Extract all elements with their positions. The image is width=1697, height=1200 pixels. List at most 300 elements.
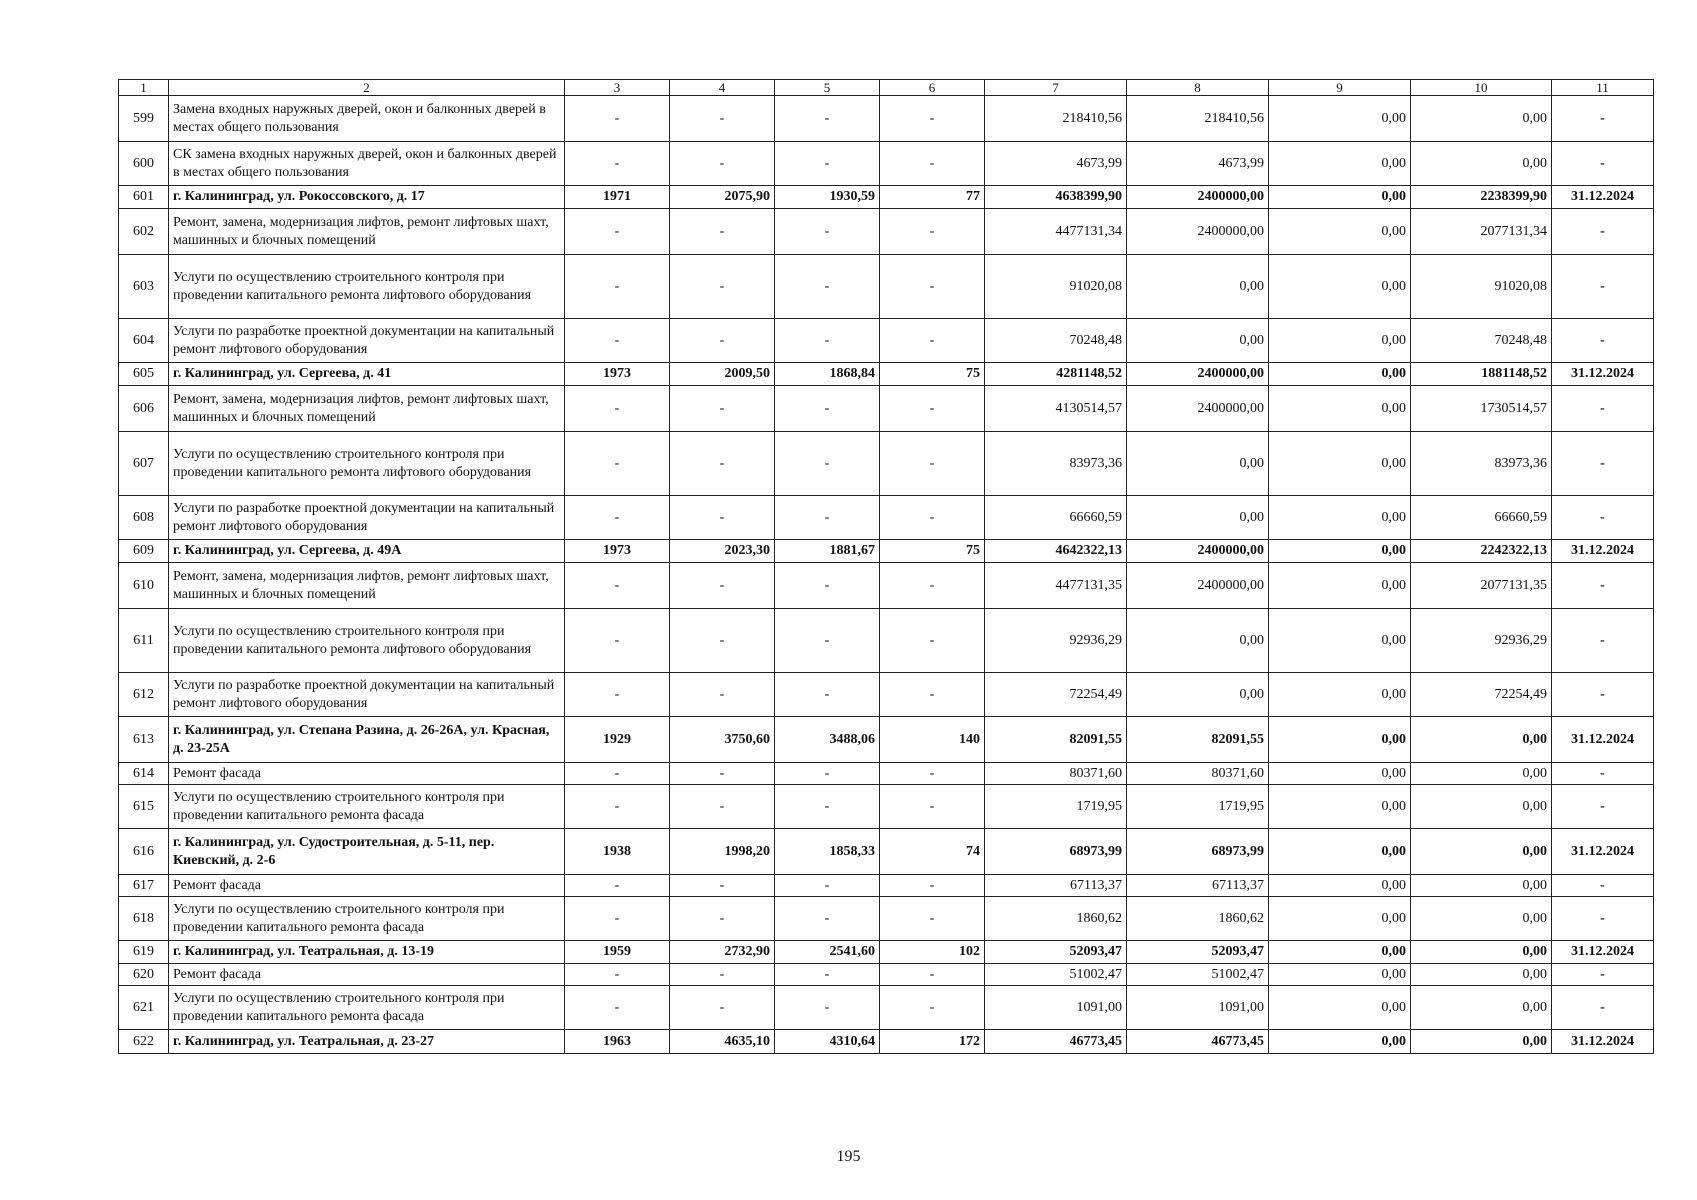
table-row-work: [119, 785, 1654, 829]
total-cost-cell: 4638399,90: [985, 186, 1127, 209]
owners-amount-cell: 83973,36: [1411, 432, 1552, 496]
owners-amount-cell: 0,00: [1411, 875, 1552, 897]
completion-date-cell: 31.12.2024: [1552, 829, 1654, 875]
total-area-cell: -: [670, 964, 775, 986]
living-area-cell: -: [775, 432, 880, 496]
table-body: [119, 80, 1654, 1054]
owners-amount-cell: 0,00: [1411, 785, 1552, 829]
column-header: 10: [1411, 80, 1552, 96]
budget-amount-cell: 0,00: [1269, 540, 1411, 563]
total-area-cell: -: [670, 496, 775, 540]
object-name-cell: г. Калининград, ул. Сергеева, д. 49А: [169, 540, 565, 563]
row-number-cell: 601: [119, 186, 169, 209]
build-year-cell: -: [565, 386, 670, 432]
budget-amount-cell: 0,00: [1269, 96, 1411, 142]
budget-amount-cell: 0,00: [1269, 386, 1411, 432]
row-number-cell: 617: [119, 875, 169, 897]
build-year-cell: -: [565, 432, 670, 496]
living-area-cell: -: [775, 609, 880, 673]
owners-amount-cell: 0,00: [1411, 941, 1552, 964]
table-row-work: [119, 209, 1654, 255]
budget-amount-cell: 0,00: [1269, 363, 1411, 386]
residents-count-cell: -: [880, 609, 985, 673]
budget-amount-cell: 0,00: [1269, 1030, 1411, 1054]
total-area-cell: -: [670, 986, 775, 1030]
column-header: 7: [985, 80, 1127, 96]
build-year-cell: 1929: [565, 717, 670, 763]
completion-date-cell: 31.12.2024: [1552, 717, 1654, 763]
living-area-cell: -: [775, 563, 880, 609]
living-area-cell: -: [775, 763, 880, 785]
residents-count-cell: -: [880, 319, 985, 363]
total-area-cell: -: [670, 255, 775, 319]
build-year-cell: -: [565, 96, 670, 142]
fund-amount-cell: 82091,55: [1127, 717, 1269, 763]
total-cost-cell: 4642322,13: [985, 540, 1127, 563]
total-area-cell: -: [670, 897, 775, 941]
object-name-cell: Услуги по осуществлению строительного контроля при проведении капитального ремонта лифтового оборудования: [169, 609, 565, 673]
fund-amount-cell: 0,00: [1127, 255, 1269, 319]
total-cost-cell: 4477131,34: [985, 209, 1127, 255]
row-number-cell: 622: [119, 1030, 169, 1054]
build-year-cell: 1963: [565, 1030, 670, 1054]
completion-date-cell: -: [1552, 386, 1654, 432]
total-cost-cell: 4130514,57: [985, 386, 1127, 432]
fund-amount-cell: 0,00: [1127, 319, 1269, 363]
build-year-cell: -: [565, 142, 670, 186]
table-row-work: [119, 875, 1654, 897]
table-row-work: [119, 496, 1654, 540]
total-cost-cell: 72254,49: [985, 673, 1127, 717]
object-name-cell: СК замена входных наружных дверей, окон и балконных дверей в местах общего пользования: [169, 142, 565, 186]
residents-count-cell: 75: [880, 540, 985, 563]
total-cost-cell: 46773,45: [985, 1030, 1127, 1054]
total-cost-cell: 67113,37: [985, 875, 1127, 897]
residents-count-cell: -: [880, 142, 985, 186]
row-number-cell: 605: [119, 363, 169, 386]
table-row-address: [119, 363, 1654, 386]
build-year-cell: -: [565, 785, 670, 829]
row-number-cell: 602: [119, 209, 169, 255]
object-name-cell: Услуги по разработке проектной документации на капитальный ремонт лифтового оборудования: [169, 496, 565, 540]
fund-amount-cell: 80371,60: [1127, 763, 1269, 785]
completion-date-cell: 31.12.2024: [1552, 941, 1654, 964]
total-cost-cell: 4673,99: [985, 142, 1127, 186]
completion-date-cell: -: [1552, 496, 1654, 540]
completion-date-cell: -: [1552, 763, 1654, 785]
fund-amount-cell: 2400000,00: [1127, 540, 1269, 563]
total-area-cell: 2075,90: [670, 186, 775, 209]
owners-amount-cell: 91020,08: [1411, 255, 1552, 319]
build-year-cell: -: [565, 875, 670, 897]
row-number-cell: 612: [119, 673, 169, 717]
owners-amount-cell: 0,00: [1411, 96, 1552, 142]
object-name-cell: г. Калининград, ул. Судостроительная, д. 5-11, пер. Киевский, д. 2-6: [169, 829, 565, 875]
build-year-cell: -: [565, 255, 670, 319]
object-name-cell: Ремонт фасада: [169, 875, 565, 897]
living-area-cell: -: [775, 673, 880, 717]
completion-date-cell: -: [1552, 563, 1654, 609]
fund-amount-cell: 2400000,00: [1127, 563, 1269, 609]
budget-amount-cell: 0,00: [1269, 673, 1411, 717]
completion-date-cell: -: [1552, 897, 1654, 941]
object-name-cell: г. Калининград, ул. Театральная, д. 23-27: [169, 1030, 565, 1054]
owners-amount-cell: 0,00: [1411, 964, 1552, 986]
build-year-cell: 1938: [565, 829, 670, 875]
living-area-cell: 3488,06: [775, 717, 880, 763]
owners-amount-cell: 92936,29: [1411, 609, 1552, 673]
fund-amount-cell: 51002,47: [1127, 964, 1269, 986]
build-year-cell: -: [565, 563, 670, 609]
total-cost-cell: 80371,60: [985, 763, 1127, 785]
living-area-cell: -: [775, 496, 880, 540]
total-cost-cell: 68973,99: [985, 829, 1127, 875]
living-area-cell: -: [775, 897, 880, 941]
row-number-cell: 609: [119, 540, 169, 563]
total-area-cell: 2009,50: [670, 363, 775, 386]
table-row-work: [119, 386, 1654, 432]
table-row-work: [119, 96, 1654, 142]
row-number-cell: 608: [119, 496, 169, 540]
build-year-cell: -: [565, 209, 670, 255]
budget-amount-cell: 0,00: [1269, 964, 1411, 986]
owners-amount-cell: 2242322,13: [1411, 540, 1552, 563]
object-name-cell: Услуги по осуществлению строительного контроля при проведении капитального ремонта фасада: [169, 785, 565, 829]
object-name-cell: Ремонт, замена, модернизация лифтов, ремонт лифтовых шахт, машинных и блочных помещений: [169, 209, 565, 255]
owners-amount-cell: 0,00: [1411, 897, 1552, 941]
residents-count-cell: -: [880, 563, 985, 609]
table-row-work: [119, 432, 1654, 496]
build-year-cell: -: [565, 763, 670, 785]
column-header: 6: [880, 80, 985, 96]
object-name-cell: г. Калининград, ул. Степана Разина, д. 26-26А, ул. Красная, д. 23-25А: [169, 717, 565, 763]
object-name-cell: Ремонт, замена, модернизация лифтов, ремонт лифтовых шахт, машинных и блочных помещений: [169, 386, 565, 432]
budget-amount-cell: 0,00: [1269, 785, 1411, 829]
owners-amount-cell: 2238399,90: [1411, 186, 1552, 209]
row-number-cell: 600: [119, 142, 169, 186]
column-header: 11: [1552, 80, 1654, 96]
living-area-cell: -: [775, 319, 880, 363]
completion-date-cell: -: [1552, 142, 1654, 186]
completion-date-cell: -: [1552, 209, 1654, 255]
budget-amount-cell: 0,00: [1269, 941, 1411, 964]
residents-count-cell: 102: [880, 941, 985, 964]
total-cost-cell: 1719,95: [985, 785, 1127, 829]
total-cost-cell: 70248,48: [985, 319, 1127, 363]
column-header: 4: [670, 80, 775, 96]
fund-amount-cell: 0,00: [1127, 673, 1269, 717]
total-area-cell: -: [670, 142, 775, 186]
budget-amount-cell: 0,00: [1269, 186, 1411, 209]
fund-amount-cell: 4673,99: [1127, 142, 1269, 186]
total-area-cell: -: [670, 563, 775, 609]
living-area-cell: 2541,60: [775, 941, 880, 964]
column-header: 1: [119, 80, 169, 96]
build-year-cell: -: [565, 986, 670, 1030]
total-area-cell: 1998,20: [670, 829, 775, 875]
completion-date-cell: -: [1552, 609, 1654, 673]
residents-count-cell: 140: [880, 717, 985, 763]
row-number-cell: 607: [119, 432, 169, 496]
total-cost-cell: 83973,36: [985, 432, 1127, 496]
owners-amount-cell: 1881148,52: [1411, 363, 1552, 386]
budget-amount-cell: 0,00: [1269, 255, 1411, 319]
completion-date-cell: -: [1552, 432, 1654, 496]
row-number-cell: 604: [119, 319, 169, 363]
row-number-cell: 603: [119, 255, 169, 319]
owners-amount-cell: 0,00: [1411, 1030, 1552, 1054]
completion-date-cell: -: [1552, 255, 1654, 319]
table-row-address: [119, 540, 1654, 563]
living-area-cell: 1881,67: [775, 540, 880, 563]
total-area-cell: 2732,90: [670, 941, 775, 964]
column-number-row: [119, 80, 1654, 96]
total-cost-cell: 66660,59: [985, 496, 1127, 540]
total-area-cell: -: [670, 785, 775, 829]
total-area-cell: 4635,10: [670, 1030, 775, 1054]
total-cost-cell: 52093,47: [985, 941, 1127, 964]
budget-amount-cell: 0,00: [1269, 563, 1411, 609]
build-year-cell: 1971: [565, 186, 670, 209]
row-number-cell: 619: [119, 941, 169, 964]
budget-amount-cell: 0,00: [1269, 717, 1411, 763]
residents-count-cell: -: [880, 986, 985, 1030]
object-name-cell: Услуги по разработке проектной документации на капитальный ремонт лифтового оборудования: [169, 319, 565, 363]
table-row-work: [119, 673, 1654, 717]
total-area-cell: -: [670, 875, 775, 897]
table-row-address: [119, 717, 1654, 763]
budget-amount-cell: 0,00: [1269, 875, 1411, 897]
budget-amount-cell: 0,00: [1269, 829, 1411, 875]
residents-count-cell: -: [880, 763, 985, 785]
table-row-work: [119, 319, 1654, 363]
column-header: 5: [775, 80, 880, 96]
fund-amount-cell: 52093,47: [1127, 941, 1269, 964]
page-number: 195: [836, 1148, 861, 1165]
owners-amount-cell: 0,00: [1411, 829, 1552, 875]
owners-amount-cell: 1730514,57: [1411, 386, 1552, 432]
object-name-cell: г. Калининград, ул. Рокоссовского, д. 17: [169, 186, 565, 209]
living-area-cell: -: [775, 986, 880, 1030]
row-number-cell: 621: [119, 986, 169, 1030]
row-number-cell: 611: [119, 609, 169, 673]
fund-amount-cell: 68973,99: [1127, 829, 1269, 875]
budget-amount-cell: 0,00: [1269, 897, 1411, 941]
completion-date-cell: -: [1552, 875, 1654, 897]
owners-amount-cell: 0,00: [1411, 763, 1552, 785]
owners-amount-cell: 66660,59: [1411, 496, 1552, 540]
budget-amount-cell: 0,00: [1269, 142, 1411, 186]
budget-amount-cell: 0,00: [1269, 319, 1411, 363]
residents-count-cell: -: [880, 673, 985, 717]
completion-date-cell: -: [1552, 673, 1654, 717]
living-area-cell: -: [775, 209, 880, 255]
residents-count-cell: 77: [880, 186, 985, 209]
table-row-work: [119, 563, 1654, 609]
column-header: 9: [1269, 80, 1411, 96]
residents-count-cell: 74: [880, 829, 985, 875]
build-year-cell: -: [565, 897, 670, 941]
living-area-cell: -: [775, 964, 880, 986]
residents-count-cell: -: [880, 785, 985, 829]
total-cost-cell: 4477131,35: [985, 563, 1127, 609]
table-row-work: [119, 964, 1654, 986]
table-row-address: [119, 941, 1654, 964]
fund-amount-cell: 2400000,00: [1127, 186, 1269, 209]
completion-date-cell: -: [1552, 319, 1654, 363]
row-number-cell: 599: [119, 96, 169, 142]
object-name-cell: г. Калининград, ул. Сергеева, д. 41: [169, 363, 565, 386]
build-year-cell: -: [565, 609, 670, 673]
total-area-cell: 2023,30: [670, 540, 775, 563]
build-year-cell: 1973: [565, 540, 670, 563]
build-year-cell: 1959: [565, 941, 670, 964]
owners-amount-cell: 0,00: [1411, 142, 1552, 186]
living-area-cell: -: [775, 96, 880, 142]
table-row-address: [119, 829, 1654, 875]
total-cost-cell: 92936,29: [985, 609, 1127, 673]
row-number-cell: 613: [119, 717, 169, 763]
living-area-cell: 1858,33: [775, 829, 880, 875]
total-area-cell: -: [670, 763, 775, 785]
total-area-cell: -: [670, 673, 775, 717]
table-row-work: [119, 609, 1654, 673]
total-cost-cell: 4281148,52: [985, 363, 1127, 386]
budget-amount-cell: 0,00: [1269, 986, 1411, 1030]
living-area-cell: 4310,64: [775, 1030, 880, 1054]
build-year-cell: -: [565, 964, 670, 986]
row-number-cell: 610: [119, 563, 169, 609]
residents-count-cell: -: [880, 432, 985, 496]
total-cost-cell: 91020,08: [985, 255, 1127, 319]
residents-count-cell: -: [880, 386, 985, 432]
row-number-cell: 606: [119, 386, 169, 432]
table-row-work: [119, 986, 1654, 1030]
owners-amount-cell: 2077131,35: [1411, 563, 1552, 609]
residents-count-cell: 172: [880, 1030, 985, 1054]
owners-amount-cell: 70248,48: [1411, 319, 1552, 363]
residents-count-cell: -: [880, 96, 985, 142]
living-area-cell: 1930,59: [775, 186, 880, 209]
total-area-cell: -: [670, 96, 775, 142]
build-year-cell: 1973: [565, 363, 670, 386]
fund-amount-cell: 218410,56: [1127, 96, 1269, 142]
object-name-cell: г. Калининград, ул. Театральная, д. 13-19: [169, 941, 565, 964]
object-name-cell: Замена входных наружных дверей, окон и балконных дверей в местах общего пользования: [169, 96, 565, 142]
build-year-cell: -: [565, 673, 670, 717]
living-area-cell: -: [775, 386, 880, 432]
column-header: 8: [1127, 80, 1269, 96]
residents-count-cell: -: [880, 255, 985, 319]
object-name-cell: Ремонт, замена, модернизация лифтов, ремонт лифтовых шахт, машинных и блочных помещений: [169, 563, 565, 609]
object-name-cell: Услуги по осуществлению строительного контроля при проведении капитального ремонта фасада: [169, 897, 565, 941]
living-area-cell: 1868,84: [775, 363, 880, 386]
completion-date-cell: 31.12.2024: [1552, 540, 1654, 563]
owners-amount-cell: 72254,49: [1411, 673, 1552, 717]
total-area-cell: -: [670, 386, 775, 432]
object-name-cell: Услуги по осуществлению строительного контроля при проведении капитального ремонта лифтового оборудования: [169, 432, 565, 496]
fund-amount-cell: 0,00: [1127, 432, 1269, 496]
row-number-cell: 618: [119, 897, 169, 941]
residents-count-cell: -: [880, 496, 985, 540]
living-area-cell: -: [775, 255, 880, 319]
completion-date-cell: 31.12.2024: [1552, 363, 1654, 386]
completion-date-cell: -: [1552, 96, 1654, 142]
fund-amount-cell: 1860,62: [1127, 897, 1269, 941]
residents-count-cell: -: [880, 897, 985, 941]
residents-count-cell: -: [880, 875, 985, 897]
object-name-cell: Услуги по разработке проектной документации на капитальный ремонт лифтового оборудования: [169, 673, 565, 717]
row-number-cell: 614: [119, 763, 169, 785]
object-name-cell: Ремонт фасада: [169, 964, 565, 986]
total-area-cell: -: [670, 319, 775, 363]
object-name-cell: Услуги по осуществлению строительного контроля при проведении капитального ремонта фасада: [169, 986, 565, 1030]
fund-amount-cell: 2400000,00: [1127, 363, 1269, 386]
object-name-cell: Ремонт фасада: [169, 763, 565, 785]
residents-count-cell: -: [880, 964, 985, 986]
column-header: 2: [169, 80, 565, 96]
completion-date-cell: 31.12.2024: [1552, 1030, 1654, 1054]
table-row-work: [119, 142, 1654, 186]
living-area-cell: -: [775, 785, 880, 829]
total-cost-cell: 82091,55: [985, 717, 1127, 763]
fund-amount-cell: 0,00: [1127, 609, 1269, 673]
fund-amount-cell: 1719,95: [1127, 785, 1269, 829]
table-row-address: [119, 1030, 1654, 1054]
repair-program-table: [118, 79, 1654, 1054]
residents-count-cell: 75: [880, 363, 985, 386]
build-year-cell: -: [565, 496, 670, 540]
total-area-cell: 3750,60: [670, 717, 775, 763]
total-cost-cell: 218410,56: [985, 96, 1127, 142]
living-area-cell: -: [775, 142, 880, 186]
fund-amount-cell: 2400000,00: [1127, 386, 1269, 432]
budget-amount-cell: 0,00: [1269, 496, 1411, 540]
table-row-work: [119, 763, 1654, 785]
total-cost-cell: 51002,47: [985, 964, 1127, 986]
owners-amount-cell: 0,00: [1411, 986, 1552, 1030]
completion-date-cell: -: [1552, 986, 1654, 1030]
column-header: 3: [565, 80, 670, 96]
fund-amount-cell: 1091,00: [1127, 986, 1269, 1030]
budget-amount-cell: 0,00: [1269, 209, 1411, 255]
fund-amount-cell: 67113,37: [1127, 875, 1269, 897]
budget-amount-cell: 0,00: [1269, 432, 1411, 496]
total-cost-cell: 1860,62: [985, 897, 1127, 941]
total-cost-cell: 1091,00: [985, 986, 1127, 1030]
owners-amount-cell: 2077131,34: [1411, 209, 1552, 255]
residents-count-cell: -: [880, 209, 985, 255]
completion-date-cell: -: [1552, 785, 1654, 829]
row-number-cell: 620: [119, 964, 169, 986]
total-area-cell: -: [670, 432, 775, 496]
completion-date-cell: 31.12.2024: [1552, 186, 1654, 209]
owners-amount-cell: 0,00: [1411, 717, 1552, 763]
object-name-cell: Услуги по осуществлению строительного контроля при проведении капитального ремонта лифтового оборудования: [169, 255, 565, 319]
fund-amount-cell: 46773,45: [1127, 1030, 1269, 1054]
budget-amount-cell: 0,00: [1269, 609, 1411, 673]
table-row-work: [119, 897, 1654, 941]
table-row-address: [119, 186, 1654, 209]
row-number-cell: 615: [119, 785, 169, 829]
table-row-work: [119, 255, 1654, 319]
living-area-cell: -: [775, 875, 880, 897]
fund-amount-cell: 0,00: [1127, 496, 1269, 540]
fund-amount-cell: 2400000,00: [1127, 209, 1269, 255]
total-area-cell: -: [670, 609, 775, 673]
row-number-cell: 616: [119, 829, 169, 875]
total-area-cell: -: [670, 209, 775, 255]
